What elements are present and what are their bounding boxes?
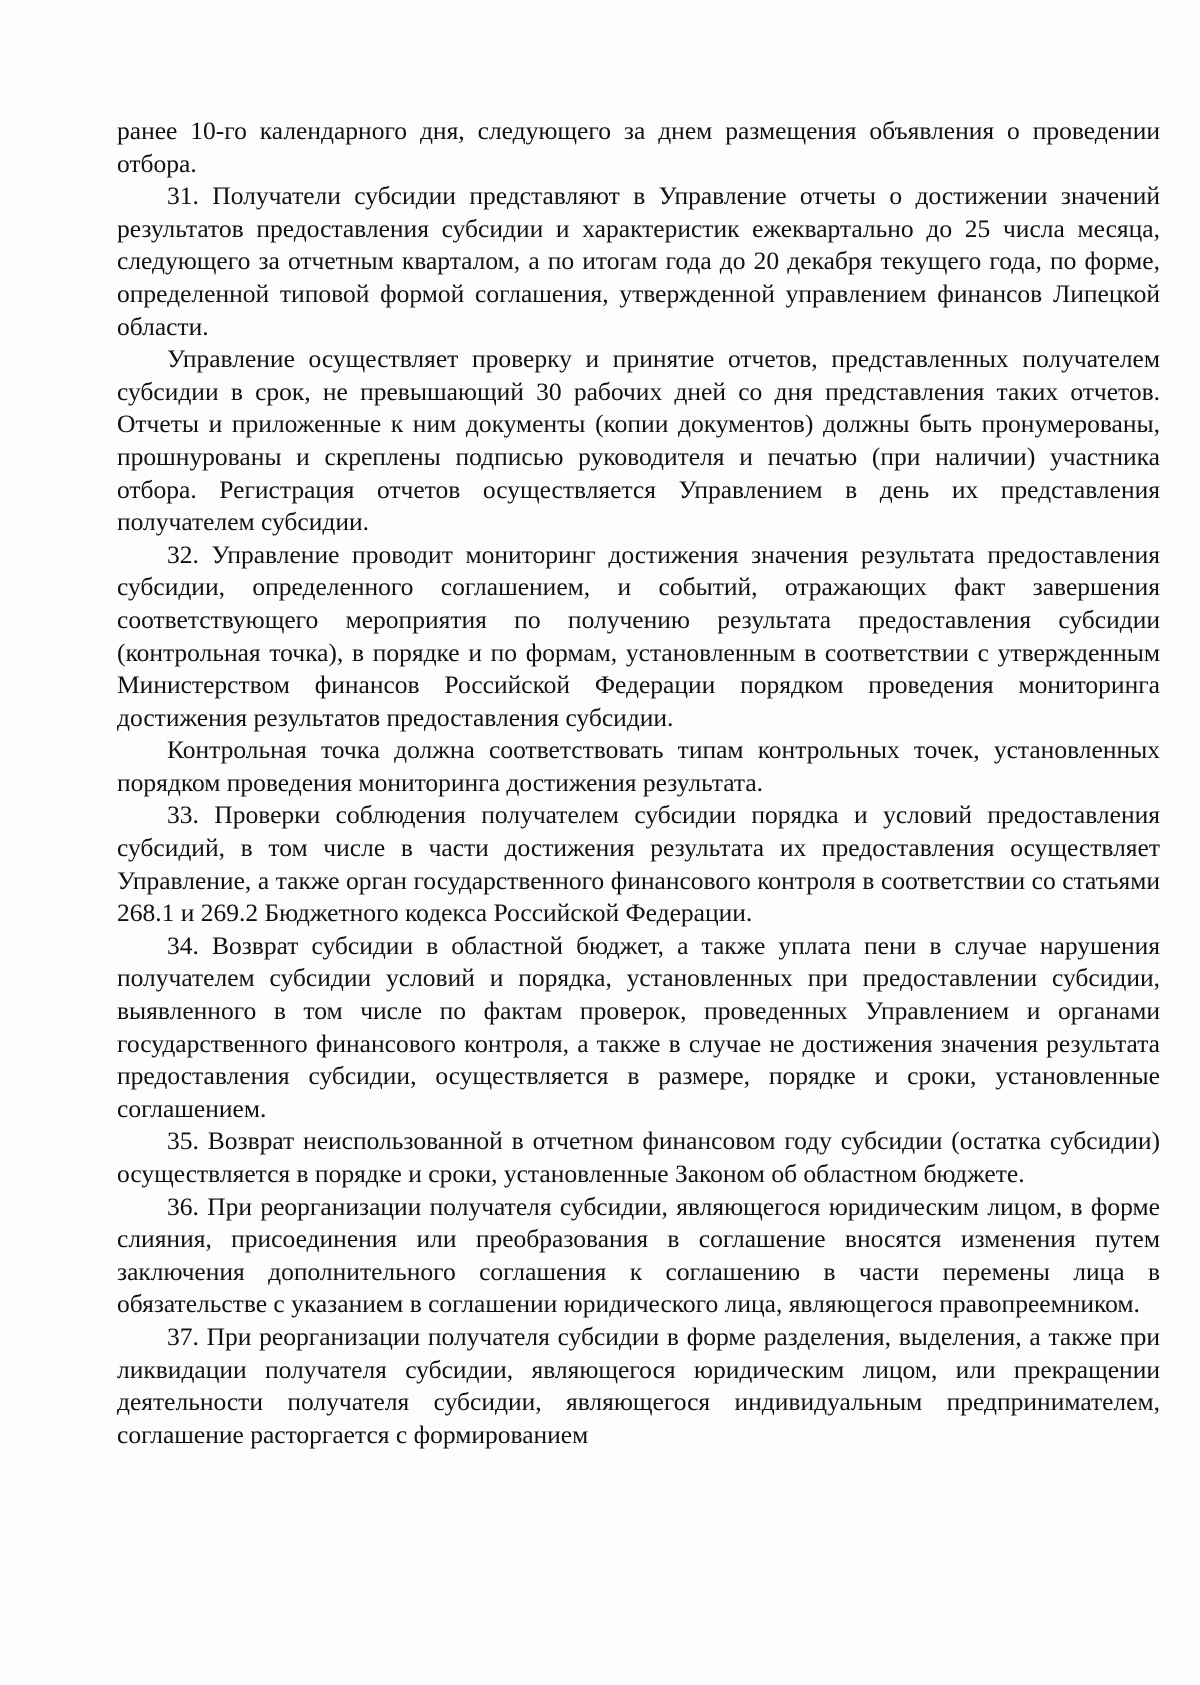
paragraph-32-control-point: Контрольная точка должна соответствовать типам контрольных точек, установленных порядком проведения мониторинга достижения результата. bbox=[117, 735, 1160, 797]
paragraph-36: 36. При реорганизации получателя субсидии, являющегося юридическим лицом, в форме слияния, присоединения или преобразования в соглашение вносятся изменения путем заключения дополнительного соглашения к соглашению в части перемены лица в обязательстве с указанием в соглашении юридического лица, являющегося правопреемником. bbox=[117, 1191, 1160, 1319]
paragraph-35: 35. Возврат неиспользованной в отчетном финансовом году субсидии (остатка субсидии) осуществляется в порядке и сроки, установленные Законом об областном бюджете. bbox=[117, 1126, 1160, 1188]
paragraph-31-report-check: Управление осуществляет проверку и принятие отчетов, представленных получателем субсидии в срок, не превышающий 30 рабочих дней со дня представления таких отчетов. Отчеты и приложенные к ним документы (копии документов) должны быть пронумерованы, прошнурованы и скреплены подписью руководителя и печатью (при наличии) участника отбора. Регистрация отчетов осуществляется Управлением в день их представления получателем субсидии. bbox=[117, 344, 1160, 537]
paragraph-37: 37. При реорганизации получателя субсидии в форме разделения, выделения, а также при ликвидации получателя субсидии, являющегося юридическим лицом, или прекращении деятельности получателя субсидии, являющегося индивидуальным предпринимателем, соглашение расторгается с формированием bbox=[117, 1321, 1160, 1449]
paragraph-33: 33. Проверки соблюдения получателем субсидии порядка и условий предоставления субсидий, в том числе в части достижения результата их предоставления осуществляет Управление, а также орган государственного финансового контроля в соответствии со статьями 268.1 и 269.2 Бюджетного кодекса Российской Федерации. bbox=[117, 800, 1160, 928]
paragraph-continuation: ранее 10-го календарного дня, следующего за днем размещения объявления о проведении отбора. bbox=[117, 116, 1160, 178]
paragraph-34: 34. Возврат субсидии в областной бюджет, а также уплата пени в случае нарушения получателем субсидии условий и порядка, установленных при предоставлении субсидии, выявленного в том числе по фактам проверок, проведенных Управлением и органами государственного финансового контроля, а также в случае не достижения значения результата предоставления субсидии, осуществляется в размере, порядке и сроки, установленные соглашением. bbox=[117, 930, 1160, 1123]
paragraph-32: 32. Управление проводит мониторинг достижения значения результата предоставления субсидии, определенного соглашением, и событий, отражающих факт завершения соответствующего мероприятия по получению результата предоставления субсидии (контрольная точка), в порядке и по формам, установленным в соответствии с утвержденным Министерством финансов Российской Федерации порядком проведения мониторинга достижения результатов предоставления субсидии. bbox=[117, 539, 1160, 732]
document-body bbox=[117, 115, 1160, 1451]
paragraph-31: 31. Получатели субсидии представляют в Управление отчеты о достижении значений результатов предоставления субсидии и характеристик ежеквартально до 25 числа месяца, следующего за отчетным кварталом, а по итогам года до 20 декабря текущего года, по форме, определенной типовой формой соглашения, утвержденной управлением финансов Липецкой области. bbox=[117, 181, 1160, 341]
